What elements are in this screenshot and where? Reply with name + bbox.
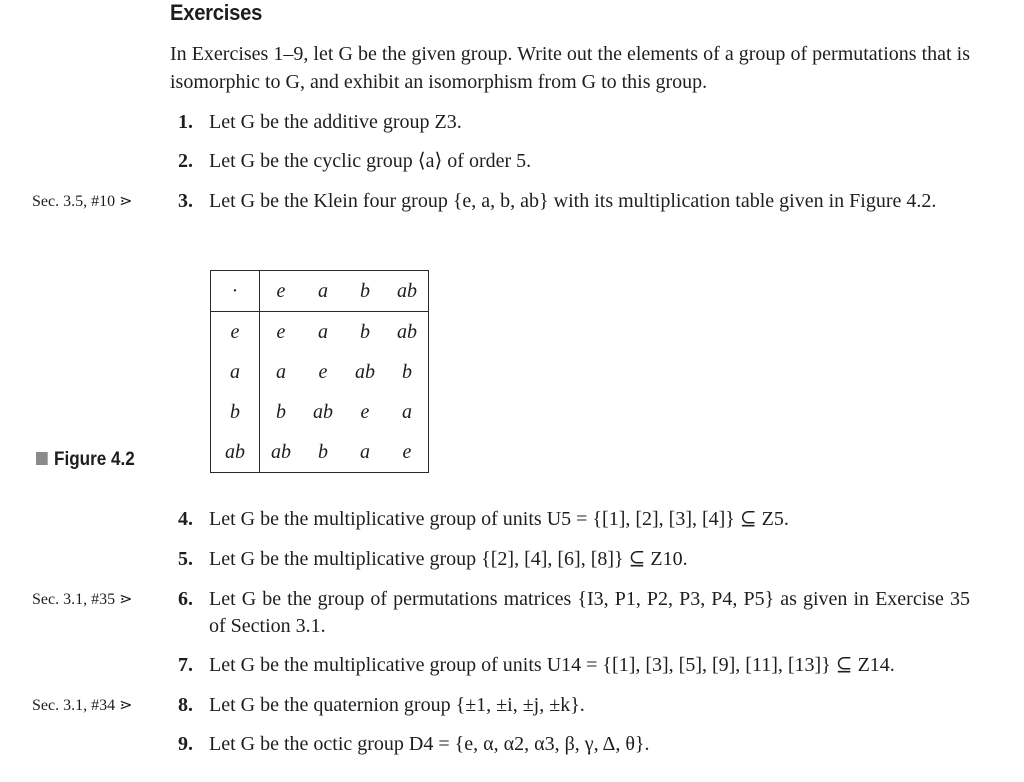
margin-ref-ex3: Sec. 3.5, #10 ⋗ [32, 193, 133, 210]
table-cell: ab [271, 440, 291, 463]
table-cell: b [402, 360, 412, 383]
table-column-header: b [344, 271, 386, 312]
intro-paragraph: In Exercises 1–9, let G be the given group. Write out the elements of a group of permutations that is isomorphic to G, and exhibit an isomorphism from G to this group. [170, 43, 970, 93]
exercise-text: Let G be the cyclic group ⟨a⟩ of order 5. [209, 150, 532, 172]
table-row-header: b [211, 392, 260, 432]
exercise-item [170, 506, 970, 533]
table-cell: a [360, 440, 370, 463]
figure-caption [36, 449, 135, 471]
table-header-row [211, 271, 429, 312]
table-row-header: ab [211, 432, 260, 473]
exercise-item [170, 652, 970, 679]
exercise-text: Let G be the Klein four group {e, a, b, ab} with its multiplication table given in Figure 4.2. [209, 190, 937, 212]
table-row [211, 312, 429, 353]
exercise-text: Let G be the multiplicative group of units U5 = {[1], [2], [3], [4]} ⊆ Z5. [209, 508, 789, 530]
exercise-text: Let G be the octic group D4 = {e, α, α2, α3, β, γ, Δ, θ}. [209, 733, 650, 755]
figure-caption-text: Figure 4.2 [54, 449, 135, 470]
table-operation-symbol: · [211, 271, 260, 312]
table-cell: e [360, 400, 370, 423]
exercise-text: Let G be the multiplicative group of units U14 = {[1], [3], [5], [9], [11], [13]} ⊆ Z14. [209, 654, 895, 676]
exercise-number: 8. [178, 694, 193, 716]
table-cell: ab [355, 360, 375, 383]
caption-square-icon [36, 452, 48, 465]
exercise-item [170, 109, 970, 136]
table-cell: e [276, 320, 286, 343]
exercise-item [170, 731, 970, 758]
exercise-number: 6. [178, 588, 193, 610]
table-row-header: a [211, 352, 260, 392]
margin-ref-ex6: Sec. 3.1, #35 ⋗ [32, 591, 133, 608]
exercise-text: Let G be the additive group Z3. [209, 111, 462, 133]
table-column-header: ab [386, 271, 429, 312]
table-cell: b [318, 440, 328, 463]
table-cell: ab [397, 320, 417, 343]
exercise-item [170, 546, 970, 573]
klein-group-cayley-table [210, 270, 429, 473]
table-cell: a [318, 320, 328, 343]
table-cell: a [276, 360, 286, 383]
exercise-number: 2. [178, 150, 193, 172]
table-cell: ab [313, 400, 333, 423]
table-cell: b [276, 400, 286, 423]
exercise-item [170, 188, 970, 215]
exercise-text: Let G be the quaternion group {±1, ±i, ±j, ±k}. [209, 694, 585, 716]
exercise-number: 9. [178, 733, 193, 755]
table-cell: e [402, 440, 412, 463]
table-row [211, 432, 429, 473]
table-cell: b [360, 320, 370, 343]
exercise-number: 4. [178, 508, 193, 530]
section-heading: Exercises [170, 0, 263, 25]
table-row [211, 352, 429, 392]
exercise-number: 1. [178, 111, 193, 133]
table-row [211, 392, 429, 432]
exercise-text: Let G be the multiplicative group {[2], [4], [6], [8]} ⊆ Z10. [209, 548, 688, 570]
exercise-item [170, 586, 970, 640]
exercise-number: 3. [178, 190, 193, 212]
margin-ref-ex8: Sec. 3.1, #34 ⋗ [32, 697, 133, 714]
table-row-header: e [211, 312, 260, 353]
table-cell: a [402, 400, 412, 423]
exercise-item [170, 148, 970, 175]
table-cell: e [318, 360, 328, 383]
table-column-header: e [260, 271, 303, 312]
exercise-number: 5. [178, 548, 193, 570]
exercise-number: 7. [178, 654, 193, 676]
table-column-header: a [302, 271, 344, 312]
exercise-item [170, 692, 970, 719]
exercise-text: Let G be the group of permutations matrices {I3, P1, P2, P3, P4, P5} as given in Exercise 35 of Section 3.1. [209, 588, 970, 637]
